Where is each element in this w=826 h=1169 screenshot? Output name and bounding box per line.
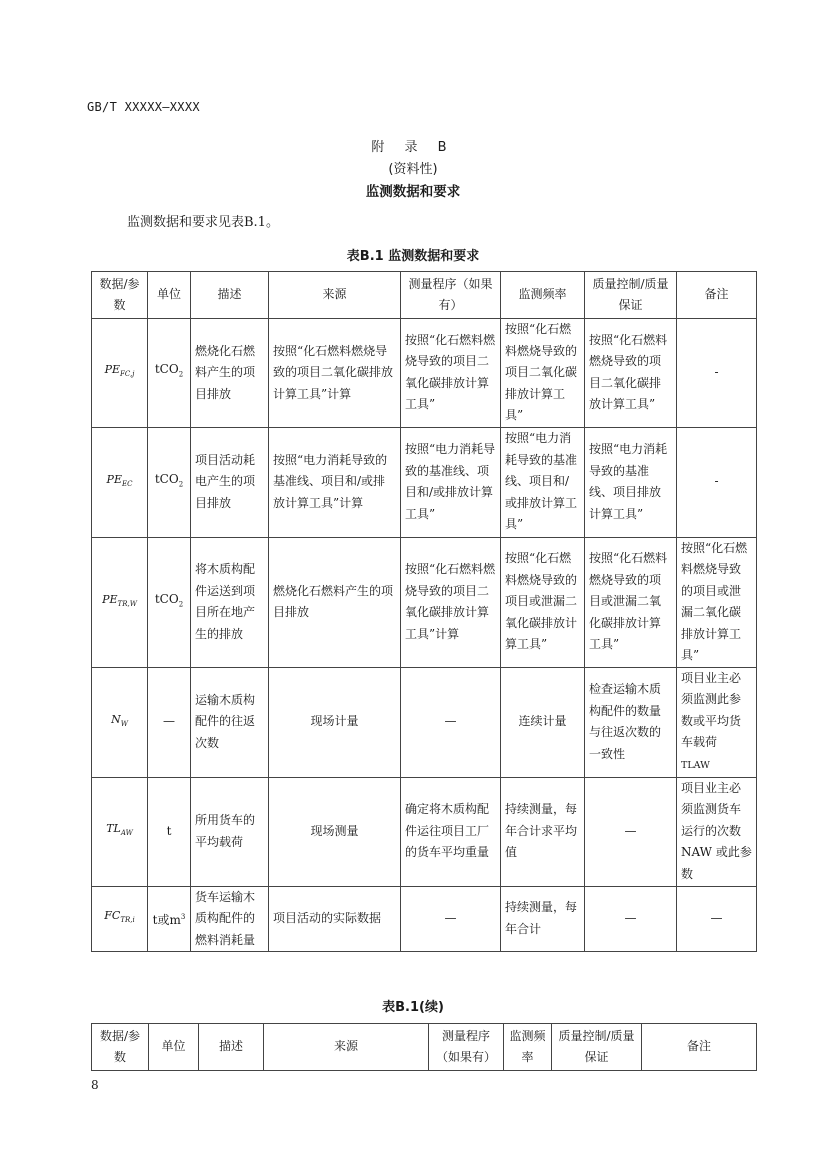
unit-text: t或m [152,912,181,927]
description-cell: 所用货车的平均载荷 [191,777,269,886]
qaqc-cell: — [585,777,677,886]
param-subscript: W [120,719,128,728]
table-row [92,537,757,667]
remarks-cell: - [677,319,757,428]
procedure-cell: — [401,667,501,777]
table-caption-continued: 表B.1(续) [382,1000,444,1015]
procedure-cell: 按照“电力消耗导致的基准线、项目和/或排放计算工具” [401,427,501,537]
source-cell: 现场测量 [269,777,401,886]
param-cell [92,777,148,886]
procedure-cell: 按照“化石燃料燃烧导致的项目二氧化碳排放计算工具” [401,319,501,428]
procedure-cell: — [401,886,501,952]
table-caption: 表B.1 监测数据和要求 [346,249,480,264]
unit-subscript: 2 [178,479,184,488]
param-symbol: N [111,712,121,726]
intro-paragraph: 监测数据和要求见表B.1。 [127,215,279,230]
frequency-cell: 按照“化石燃料燃烧导致的项目二氧化碳排放计算工具” [501,319,585,428]
unit-cell: — [148,667,191,777]
header-qaqc: 质量控制/质量保证 [585,272,677,319]
remarks-cell: — [677,886,757,952]
remarks-cell [677,667,757,777]
header-remarks: 备注 [642,1024,757,1071]
source-cell: 按照“化石燃料燃烧导致的项目二氧化碳排放计算工具”计算 [269,319,401,428]
page-number: 8 [91,1078,99,1092]
table-row [92,777,757,886]
description-cell: 将木质构配件运送到项目所在地产生的排放 [191,537,269,667]
header-unit: 单位 [149,1024,199,1071]
header-param: 数据/参数 [92,272,148,319]
table-header-row [92,1024,757,1071]
param-symbol: TL [106,822,121,836]
frequency-cell: 持续测量，每年合计求平均值 [501,777,585,886]
unit-subscript: 2 [178,599,184,608]
monitoring-data-table [91,271,757,952]
param-subscript: TR,W [117,599,137,608]
appendix-type: (资料性) [388,162,438,177]
qaqc-cell: 按照“化石燃料燃烧导致的项目二氧化碳排放计算工具” [585,319,677,428]
param-symbol: PE [106,472,122,486]
param-cell [92,667,148,777]
unit-text: tCO [154,362,179,377]
header-frequency: 监测频率 [504,1024,552,1071]
description-cell: 货车运输木质构配件的燃料消耗量 [191,886,269,952]
table-row [92,886,757,952]
appendix-name: 监测数据和要求 [365,184,461,200]
header-frequency: 监测频率 [501,272,585,319]
param-symbol: FC [104,909,121,923]
header-unit: 单位 [148,272,191,319]
unit-subscript: 2 [178,370,184,379]
frequency-cell: 按照“化石燃料燃烧导致的项目或泄漏二氧化碳排放计算工具” [501,537,585,667]
unit-cell [148,319,191,428]
source-cell: 按照“电力消耗导致的基准线、项目和/或排放计算工具”计算 [269,427,401,537]
param-cell [92,537,148,667]
standard-code: GB/T XXXXX—XXXX [87,100,200,114]
appendix-title: 附 录 B [371,140,455,155]
table-row [92,319,757,428]
procedure-cell: 按照“化石燃料燃烧导致的项目二氧化碳排放计算工具”计算 [401,537,501,667]
param-symbol: PE [102,592,118,606]
remarks-text: 项目业主必须监测此参数或平均货车载荷 [681,670,742,750]
unit-text: tCO [154,471,179,486]
unit-cell [148,886,191,952]
table-header-row [92,272,757,319]
param-subscript: FC,j [120,370,135,379]
qaqc-cell: 按照“电力消耗导致的基准线、项目排放计算工具” [585,427,677,537]
remarks-cell: 项目业主必须监测货车运行的次数NAW 或此参数 [677,777,757,886]
param-cell [92,886,148,952]
remarks-cell: - [677,427,757,537]
header-procedure: 测量程序（如果有） [429,1024,504,1071]
header-remarks: 备注 [677,272,757,319]
table-row [92,427,757,537]
description-cell: 燃烧化石燃料产生的项目排放 [191,319,269,428]
description-cell: 运输木质构配件的往返次数 [191,667,269,777]
table-row [92,667,757,777]
param-symbol: PE [104,363,121,377]
frequency-cell: 连续计量 [501,667,585,777]
source-cell: 现场计量 [269,667,401,777]
param-subscript: TR,i [120,916,135,925]
header-source: 来源 [269,272,401,319]
header-qaqc: 质量控制/质量保证 [552,1024,642,1071]
monitoring-data-table-continued [91,1023,757,1071]
unit-cell [148,427,191,537]
qaqc-cell: — [585,886,677,952]
remarks-symbol: TLAW [681,759,710,771]
source-cell: 燃烧化石燃料产生的项目排放 [269,537,401,667]
qaqc-cell: 检查运输木质构配件的数量与往返次数的一致性 [585,667,677,777]
header-source: 来源 [264,1024,429,1071]
description-cell: 项目活动耗电产生的项目排放 [191,427,269,537]
param-subscript: EC [121,479,133,488]
header-procedure: 测量程序（如果有） [401,272,501,319]
param-subscript: AW [120,829,133,838]
unit-cell [148,537,191,667]
unit-text: tCO [154,591,179,606]
remarks-cell: 按照“化石燃料燃烧导致的项目或泄漏二氧化碳排放计算工具” [677,537,757,667]
procedure-cell: 确定将木质构配件运往项目工厂的货车平均重量 [401,777,501,886]
param-cell [92,427,148,537]
frequency-cell: 按照“电力消耗导致的基准线、项目和/或排放计算工具” [501,427,585,537]
qaqc-cell: 按照“化石燃料燃烧导致的项目或泄漏二氧化碳排放计算工具” [585,537,677,667]
frequency-cell: 持续测量，每年合计 [501,886,585,952]
header-param: 数据/参数 [92,1024,149,1071]
header-description: 描述 [199,1024,264,1071]
unit-cell: t [148,777,191,886]
unit-superscript: 3 [180,912,186,921]
header-description: 描述 [191,272,269,319]
source-cell: 项目活动的实际数据 [269,886,401,952]
param-cell [92,319,148,428]
